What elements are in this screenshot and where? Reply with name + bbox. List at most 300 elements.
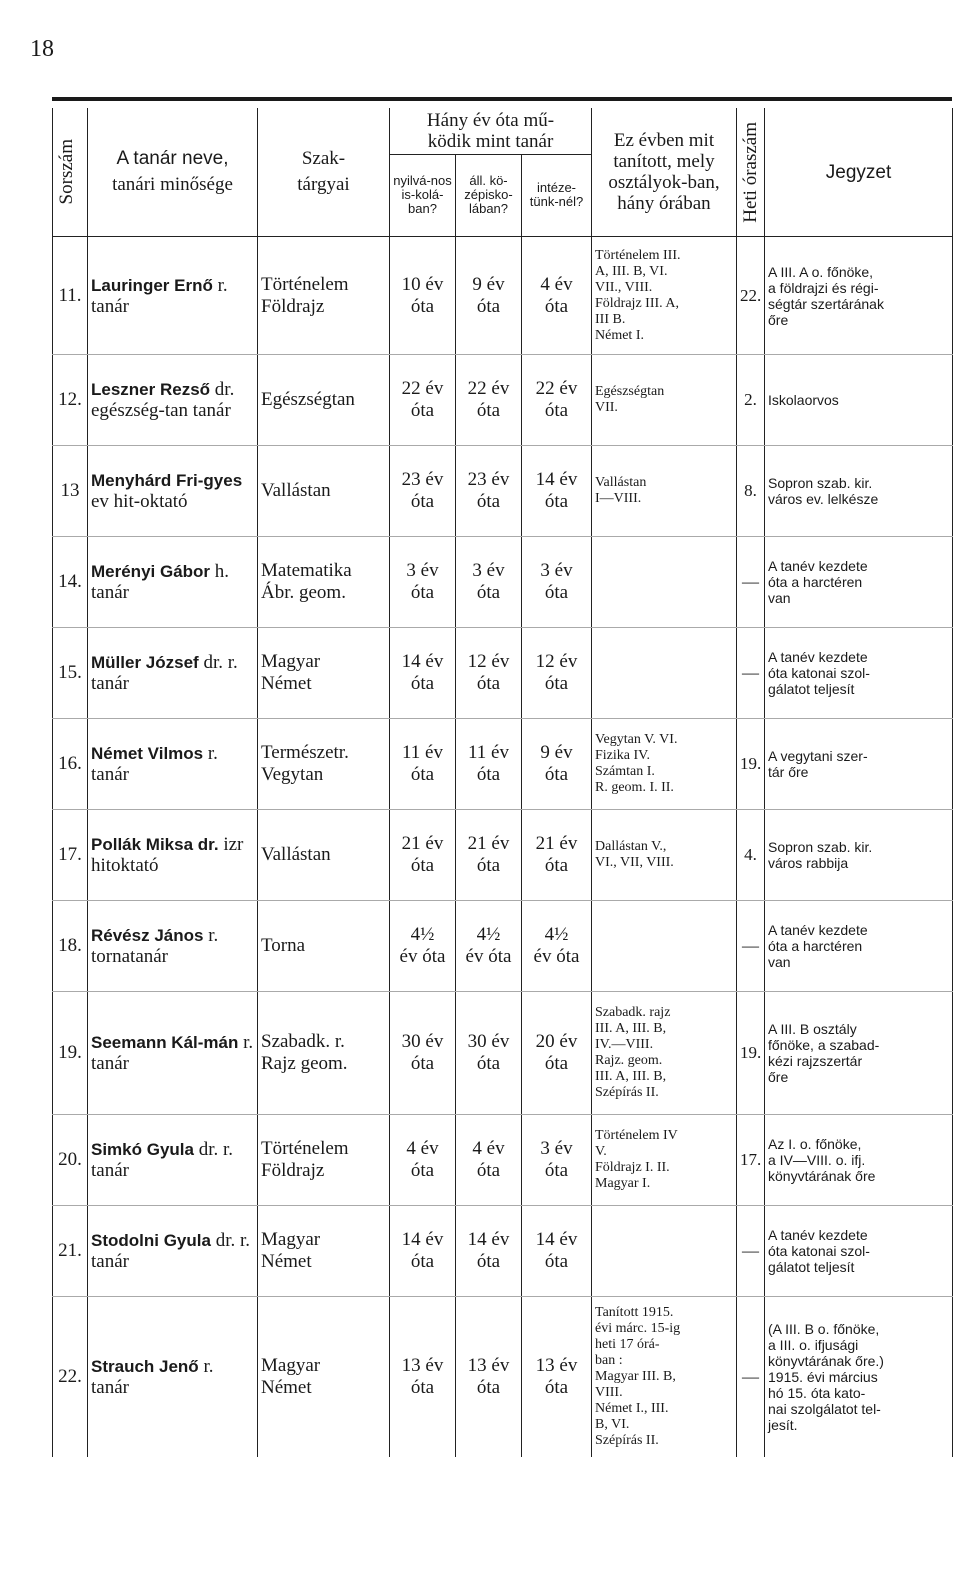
subjects-line: Magyar [261,651,321,672]
years-state: 12 év [467,651,510,672]
years-institution: 4 év [540,273,573,295]
classes-cell [592,446,737,537]
years-state: 3 év [472,560,505,581]
subjects-line: Földrajz [261,1160,325,1181]
teacher-title: dr. r. tanár [91,652,238,694]
years-institution-cell [522,901,592,992]
notes-cell [765,628,953,719]
notes-line: hó 15. óta kato- [768,1384,866,1401]
teacher-row [53,537,953,628]
years-state: 23 év [467,469,510,490]
classes-cell [592,355,737,446]
classes-line: III. A, III. B, [595,1021,667,1036]
years-public: 23 év [401,469,444,490]
notes-line: a IV—VIII. o. ifj. [768,1152,866,1168]
notes-line: A III. A o. főnöke, [768,263,874,280]
teacher-name-cell [88,719,258,810]
row-number: 17. [53,810,88,901]
notes-line: város rabbija [768,855,849,871]
since-label: óta [476,1053,501,1074]
top-rule [52,97,952,101]
subjects-cell [258,537,390,628]
since-label: év óta [533,946,580,967]
notes-line: a III. o. ifjusági [768,1336,859,1353]
subjects-line: Vallástan [261,844,331,865]
notes-cell [765,537,953,628]
years-institution-cell [522,810,592,901]
subjects-cell [258,992,390,1115]
row-number: 15. [53,628,88,719]
notes-line: Sopron szab. kir. [768,475,873,491]
years-state: 30 év [467,1031,510,1052]
notes-cell [765,1206,953,1297]
subjects-cell [258,1206,390,1297]
notes-line: A III. B osztály [768,1021,857,1037]
classes-line: III. A, III. B, [595,1069,667,1084]
notes-line: főnöke, a szabad- [768,1037,880,1053]
weekly-hours: 19. [737,719,765,810]
notes-line: óta a harctéren [768,574,863,590]
teacher-row [53,237,953,355]
years-public: 30 év [401,1031,444,1052]
years-public-cell [390,355,456,446]
notes-line: Iskolaorvos [768,392,839,408]
teacher-row [53,446,953,537]
subjects-line: Torna [261,935,306,956]
notes-line: gálatot teljesít [768,1259,855,1275]
since-label: óta [410,295,435,317]
years-institution: 22 év [535,378,578,399]
row-number: 21. [53,1206,88,1297]
notes-cell [765,719,953,810]
teacher-title: r. tanár [91,274,228,317]
classes-cell [592,901,737,992]
classes-line: Vallástan [595,475,647,490]
notes-line: nai szolgálatot tel- [768,1400,881,1417]
subjects-line: Szabadk. r. [261,1031,345,1052]
subjects-line: Német [261,1251,312,1272]
classes-cell [592,628,737,719]
notes-line: őre [768,311,789,328]
since-label: óta [476,400,501,421]
teacher-name: Simkó Gyula [91,1140,194,1159]
since-label: év óta [399,946,446,967]
subjects-cell [258,355,390,446]
teacher-row [53,719,953,810]
years-institution-cell [522,1297,592,1457]
row-number: 12. [53,355,88,446]
notes-cell [765,237,953,355]
years-public: 4 év [406,1138,439,1159]
years-state-cell [456,1297,522,1457]
subjects-line: Földrajz [261,295,325,317]
weekly-hours: 2. [737,355,765,446]
since-label: óta [476,295,501,317]
teacher-name: Seemann Kál-mán [91,1033,239,1052]
years-institution: 14 év [535,469,578,490]
classes-line: VII. [595,400,618,415]
since-label: óta [410,1053,435,1074]
years-public: 3 év [406,560,439,581]
teacher-title: r. tanár [91,743,218,785]
notes-line: kézi rajzszertár [768,1053,863,1069]
notes-line: óta a harctéren [768,938,863,954]
weekly-hours: — [737,901,765,992]
row-number: 11. [53,237,88,355]
since-label: óta [476,582,501,603]
notes-line: könyvtárának őre.) [768,1352,884,1369]
teacher-name-cell [88,992,258,1115]
classes-line: B, VI. [595,1416,630,1432]
page-number: 18 [30,36,54,62]
teacher-name: Leszner Rezső [91,380,211,399]
teacher-name: Merényi Gábor [91,562,211,581]
notes-line: van [768,954,791,970]
years-public-cell [390,628,456,719]
teacher-name-cell [88,1206,258,1297]
notes-cell [765,355,953,446]
since-label: óta [544,1251,569,1272]
header-classes: Ez évben mit tanított, mely osztályok-ban, hány órában [592,108,737,237]
notes-line: a földrajzi és régi- [768,279,879,296]
teacher-title: r. tanár [91,1355,214,1398]
teacher-name-cell [88,810,258,901]
years-institution-cell [522,446,592,537]
since-label: óta [410,673,435,694]
notes-cell [765,901,953,992]
years-institution: 21 év [535,833,578,854]
classes-line: A, III. B, VI. [595,263,668,279]
years-public: 21 év [401,833,444,854]
years-institution: 20 év [535,1031,578,1052]
years-state-cell [456,355,522,446]
teacher-name-cell [88,446,258,537]
subjects-line: Vegytan [261,764,324,785]
teacher-title: h. tanár [91,561,230,603]
years-institution: 4½ [544,924,569,945]
classes-cell [592,1115,737,1206]
classes-cell [592,237,737,355]
notes-line: A vegytani szer- [768,748,868,764]
years-state: 4 év [472,1138,505,1159]
since-label: óta [476,1376,501,1398]
classes-line: ban : [595,1352,623,1368]
classes-line: R. geom. I. II. [595,780,674,795]
years-state-cell [456,1115,522,1206]
subjects-line: Vallástan [261,480,331,501]
since-label: óta [544,582,569,603]
years-public: 13 év [401,1354,444,1376]
header-years-institution: intéze-tünk-nél? [522,154,592,236]
years-state: 21 év [467,833,510,854]
notes-line: A tanév kezdete [768,649,868,665]
teacher-register-table [52,108,953,1457]
classes-line: VIII. [595,1384,623,1400]
notes-line: Az I. o. főnöke, [768,1136,862,1152]
notes-line: jesít. [768,1416,798,1433]
teacher-row [53,1206,953,1297]
header-years-public: nyilvá-nos is-kolá-ban? [390,154,456,236]
weekly-hours: — [737,537,765,628]
since-label: óta [476,1160,501,1181]
classes-cell [592,810,737,901]
notes-line: őre [768,1069,789,1085]
subjects-cell [258,901,390,992]
header-subjects: Szak- tárgyai [258,108,390,237]
notes-line: óta katonai szol- [768,665,870,681]
years-public-cell [390,1206,456,1297]
teacher-title: r. tanár [91,1032,254,1074]
classes-line: Történelem III. [595,247,681,263]
teacher-row [53,628,953,719]
years-public: 4½ [410,924,435,945]
years-public-cell [390,446,456,537]
header-sorszam: Sorszám [53,108,88,237]
notes-cell [765,446,953,537]
teacher-name: Pollák Miksa dr. [91,835,219,854]
years-public-cell [390,719,456,810]
subjects-cell [258,237,390,355]
classes-line: Földrajz III. A, [595,295,679,311]
years-state-cell [456,1206,522,1297]
row-number: 13 [53,446,88,537]
row-number: 18. [53,901,88,992]
subjects-line: Rajz geom. [261,1053,348,1074]
notes-cell [765,810,953,901]
subjects-line: Matematika [261,560,352,581]
classes-line: I—VIII. [595,491,642,506]
since-label: óta [476,491,501,512]
teacher-row [53,901,953,992]
classes-cell [592,992,737,1115]
years-institution: 14 év [535,1229,578,1250]
notes-line: (A III. B o. főnöke, [768,1320,880,1337]
teacher-row [53,810,953,901]
classes-line: V. [595,1144,607,1159]
since-label: óta [476,1251,501,1272]
classes-line: Szépírás II. [595,1085,659,1100]
classes-line: IV.—VIII. [595,1037,654,1052]
subjects-line: Történelem [261,273,349,295]
since-label: óta [544,1160,569,1181]
years-institution-cell [522,1206,592,1297]
years-state: 11 év [468,742,509,763]
classes-line: Vegytan V. VI. [595,732,678,747]
teacher-title: dr. egészség-tan tanár [91,379,235,421]
years-state: 22 év [467,378,510,399]
years-state: 4½ [476,924,501,945]
subjects-cell [258,1297,390,1457]
classes-cell [592,1297,737,1457]
years-state-cell [456,237,522,355]
notes-line: gálatot teljesít [768,681,855,697]
row-number: 14. [53,537,88,628]
years-public-cell [390,992,456,1115]
years-institution: 3 év [540,1138,573,1159]
teacher-name-cell [88,1115,258,1206]
classes-line: Földrajz I. II. [595,1160,670,1175]
header-years-state: áll. kö-zépisko-lában? [456,154,522,236]
years-state-cell [456,628,522,719]
classes-line: Dallástan V., [595,839,667,854]
since-label: óta [476,673,501,694]
since-label: óta [410,1251,435,1272]
since-label: óta [410,400,435,421]
since-label: óta [544,764,569,785]
years-state: 9 év [472,273,505,295]
years-state: 14 év [467,1229,510,1250]
classes-line: Fizika IV. [595,748,650,763]
weekly-hours: — [737,1206,765,1297]
notes-line: Sopron szab. kir. [768,839,873,855]
weekly-hours: — [737,628,765,719]
teacher-name-cell [88,237,258,355]
teacher-title: izr hitoktató [91,834,244,876]
since-label: óta [544,295,569,317]
since-label: óta [544,1053,569,1074]
years-institution-cell [522,537,592,628]
notes-line: A tanév kezdete [768,558,868,574]
classes-line: Tanított 1915. [595,1304,674,1320]
since-label: óta [544,400,569,421]
weekly-hours: 19. [737,992,765,1115]
teacher-title: dr. r. tanár [91,1139,234,1181]
notes-cell [765,1297,953,1457]
years-state-cell [456,810,522,901]
classes-line: Egészségtan [595,384,665,399]
row-number: 19. [53,992,88,1115]
notes-line: van [768,590,791,606]
teacher-name: Német Vilmos [91,744,204,763]
years-institution: 9 év [540,742,573,763]
since-label: óta [544,1376,569,1398]
notes-line: tár őre [768,764,809,780]
since-label: óta [544,673,569,694]
teacher-title: r. tornatanár [91,925,219,967]
teacher-name: Müller József [91,653,199,672]
notes-line: ségtár szertárának [768,295,884,312]
classes-line: Német I. [595,327,644,343]
subjects-cell [258,1115,390,1206]
years-public-cell [390,810,456,901]
years-institution-cell [522,1115,592,1206]
subjects-line: Egészségtan [261,389,355,410]
years-public: 14 év [401,1229,444,1250]
years-state-cell [456,446,522,537]
years-public: 22 év [401,378,444,399]
weekly-hours: 17. [737,1115,765,1206]
classes-cell [592,537,737,628]
classes-line: III B. [595,311,626,327]
years-state-cell [456,992,522,1115]
subjects-line: Német [261,1376,312,1398]
row-number: 22. [53,1297,88,1457]
years-institution: 13 év [535,1354,578,1376]
classes-line: VI., VII, VIII. [595,855,674,870]
years-institution-cell [522,628,592,719]
teacher-title: dr. r. tanár [91,1230,251,1272]
years-state: 13 év [467,1354,510,1376]
weekly-hours: 22. [737,237,765,355]
classes-line: Számtan I. [595,764,655,779]
weekly-hours: 8. [737,446,765,537]
years-state-cell [456,719,522,810]
notes-line: könyvtárának őre [768,1168,876,1184]
years-public: 14 év [401,651,444,672]
subjects-line: Ábr. geom. [261,582,346,603]
subjects-cell [258,628,390,719]
classes-line: Történelem IV [595,1128,678,1143]
years-state-cell [456,537,522,628]
since-label: óta [410,582,435,603]
notes-line: A tanév kezdete [768,922,868,938]
years-institution: 3 év [540,560,573,581]
teacher-name-cell [88,355,258,446]
notes-cell [765,992,953,1115]
years-public-cell [390,901,456,992]
classes-line: VII., VIII. [595,279,653,295]
since-label: óta [410,764,435,785]
years-state-cell [456,901,522,992]
teacher-row [53,355,953,446]
subjects-line: Történelem [261,1138,349,1159]
teacher-name-cell [88,628,258,719]
years-institution: 12 év [535,651,578,672]
header-name: A tanár neve, tanári minősége [88,108,258,237]
since-label: óta [476,855,501,876]
header-hours: Heti óraszám [737,108,765,237]
notes-line: 1915. évi március [768,1368,878,1385]
subjects-cell [258,719,390,810]
classes-line: évi márc. 15-ig [595,1320,681,1336]
classes-cell [592,719,737,810]
classes-cell [592,1206,737,1297]
teacher-name-cell [88,1297,258,1457]
years-institution-cell [522,992,592,1115]
teacher-row [53,992,953,1115]
years-public-cell [390,237,456,355]
since-label: óta [544,855,569,876]
since-label: óta [410,491,435,512]
since-label: óta [410,1376,435,1398]
row-number: 16. [53,719,88,810]
since-label: óta [476,764,501,785]
header-notes: Jegyzet [765,108,953,237]
row-number: 20. [53,1115,88,1206]
years-public-cell [390,1115,456,1206]
subjects-cell [258,810,390,901]
years-institution-cell [522,355,592,446]
years-public-cell [390,1297,456,1457]
since-label: óta [410,855,435,876]
years-public: 11 év [402,742,443,763]
since-label: óta [410,1160,435,1181]
classes-line: Szépírás II. [595,1432,659,1448]
notes-cell [765,1115,953,1206]
classes-line: heti 17 órá- [595,1336,660,1352]
teacher-title: ev hit-oktató [91,491,188,512]
subjects-line: Német [261,673,312,694]
classes-line: Rajz. geom. [595,1053,663,1068]
subjects-cell [258,446,390,537]
years-public: 10 év [401,273,444,295]
teacher-name: Strauch Jenő [91,1356,199,1376]
subjects-line: Magyar [261,1354,321,1376]
classes-line: Magyar I. [595,1176,651,1191]
subjects-line: Természetr. [261,742,349,763]
weekly-hours: 4. [737,810,765,901]
classes-line: Szabadk. rajz [595,1005,671,1020]
